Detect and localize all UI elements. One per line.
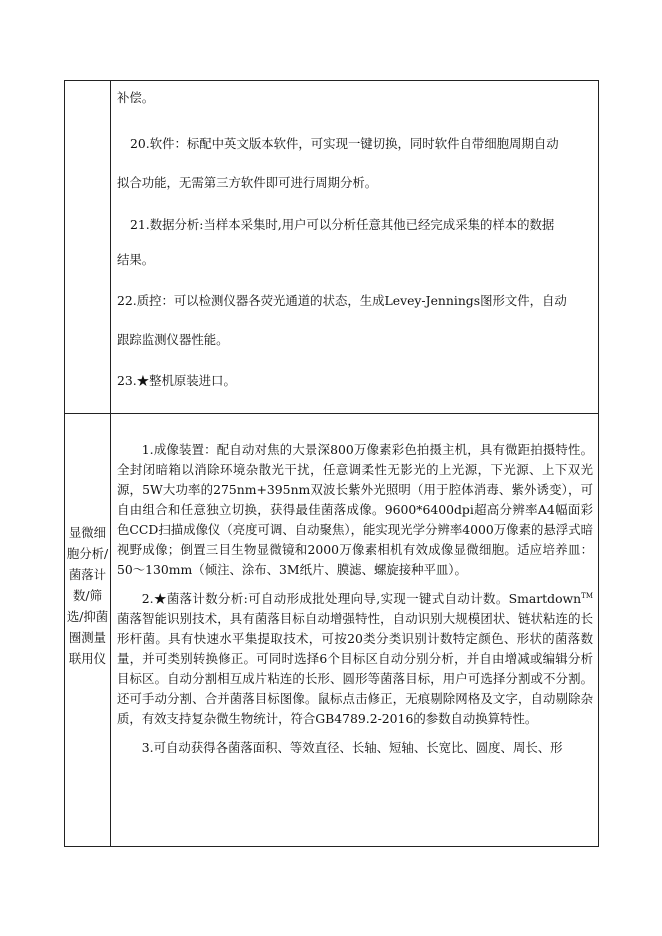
spec-paragraph-colony-count — [117, 589, 593, 729]
trademark-superscript: TM — [581, 592, 593, 600]
table-left-border — [64, 80, 65, 847]
equipment-name-label: 显微细胞分析/菌落计数/筛选/抑菌圈测量联用仪 — [66, 525, 109, 666]
table-right-border — [598, 80, 599, 847]
paragraph-line: 结果。 — [117, 252, 155, 267]
paragraph-line: 21.数据分析:当样本采集时,用户可以分析任意其他已经完成采集的样本的数据 — [130, 217, 555, 232]
row1-content-cell — [117, 80, 593, 413]
spec-paragraph-measurements: 3.可自动获得各菌落面积、等效直径、长轴、短轴、长宽比、圆度、周长、形 — [141, 740, 563, 755]
paragraph-line: 22.质控：可以检测仪器各荧光通道的状态，生成Levey-Jennings图形文件，自动 — [117, 293, 567, 308]
paragraph-text: 2.★菌落计数分析:可自动形成批处理向导,实现一键式自动计数。Smartdown — [141, 591, 582, 606]
table-column-divider — [110, 80, 111, 847]
paragraph-text: 菌落智能识别技术，具有菌落目标自动增强特性，自动识别大规模团状、链状粘连的长形杆菌。具有快速水平集提取技术，可按20类分类识别计数特定颜色、形状的菌落数量，并可类别转换修正。可同时选择6个目标区自动分别分析，并自由增减或编辑分析目标区。自动分割相互成片粘连的长形、圆形等菌落目标，用户可选择分割或不分割。还可手动分割、合并菌落目标图像。鼠标点击修正，无痕剔除网格及文字，自动剔除杂质，有效支持复杂微生物统计，符合GB4789.2-2016的参数自动换算特性。 — [117, 611, 593, 726]
table-row-divider — [64, 413, 599, 414]
row2-content-cell — [117, 440, 593, 847]
paragraph-line: 补偿。 — [117, 90, 155, 105]
paragraph-line: 拟合功能，无需第三方软件即可进行周期分析。 — [117, 175, 378, 190]
paragraph-line: 23.★整机原装进口。 — [117, 373, 236, 388]
paragraph-line: 20.软件：标配中英文版本软件，可实现一键切换，同时软件自带细胞周期自动 — [130, 136, 559, 151]
spec-paragraph-imaging: 1.成像装置：配自动对焦的大景深800万像素彩色拍摄主机，具有微距拍摄特性。全封闭暗箱以消除环境杂散光干扰，任意调柔性无影光的上光源，下光源、上下双光源，5W大功率的275nm+395nm双波长紫外光照明（用于腔体消毒、紫外诱变），可自由组合和任意独立切换，获得最佳菌落成像。9600*6400dpi超高分辨率A4幅面彩色CCD扫描成像仪（亮度可调、自动聚焦），能实现光学分辨率4000万像素的悬浮式暗视野成像；倒置三目生物显微镜和2000万像素相机有效成像显微细胞。适应培养皿：50～130mm（倾注、涂布、3M纸片、膜滤、螺旋接种平皿）。 — [117, 442, 593, 577]
paragraph-line: 跟踪监测仪器性能。 — [117, 332, 229, 347]
